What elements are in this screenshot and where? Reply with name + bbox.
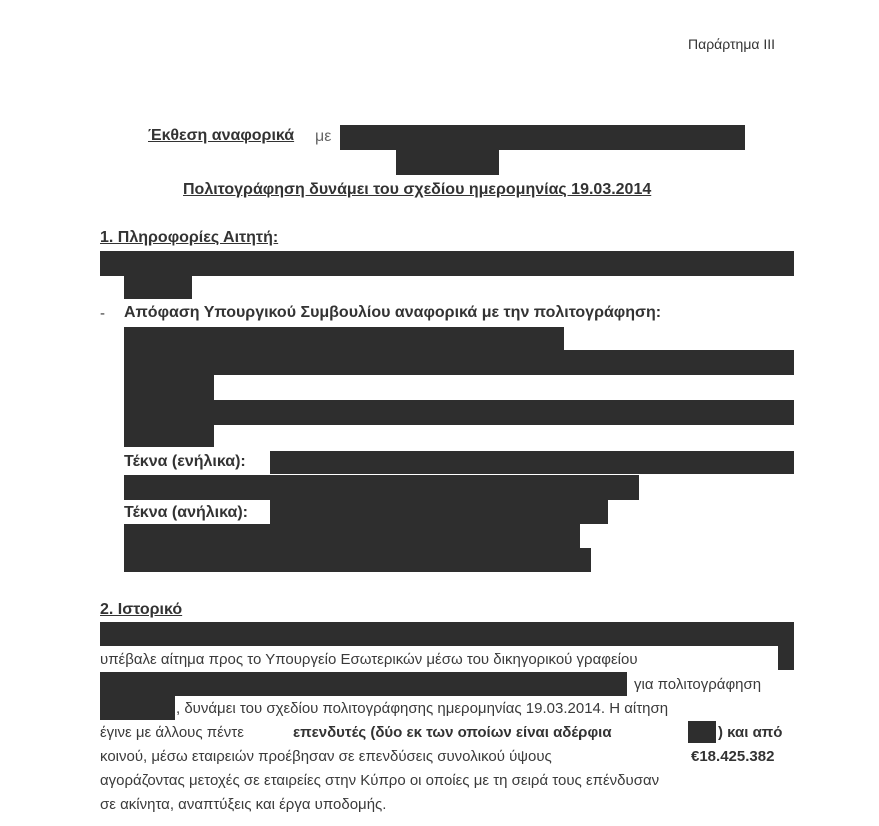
redacted-block [124,327,564,352]
redacted-block [100,622,794,646]
redacted-block [100,251,794,276]
history-line5-b: €18.425.382 [691,748,775,765]
redacted-block [124,524,580,548]
redacted-block [100,696,175,720]
report-subtitle: Πολιτογράφηση δυνάμει του σχεδίου ημερομηνίας 19.03.2014 [183,181,652,198]
bullet-dash: - [100,305,105,322]
redacted-block [124,425,214,447]
redacted-block [688,721,716,743]
history-line1: υπέβαλε αίτημα προς το Υπουργείο Εσωτερικών μέσω του δικηγορικού γραφείου [100,651,638,668]
redacted-block [778,646,794,670]
redacted-block [124,475,639,500]
decision-label: Απόφαση Υπουργικού Συμβουλίου αναφορικά με την πολιτογράφηση: [124,304,662,321]
annex-label: Παράρτημα ΙΙΙ [688,36,776,52]
redacted-block [270,451,794,474]
redacted-block [340,125,745,150]
history-line6: αγοράζοντας μετοχές σε εταιρείες στην Κύπρο οι οποίες με τη σειρά τους επένδυσαν [100,772,660,789]
section2-heading: 2. Ιστορικό [100,601,183,618]
redacted-block [124,276,192,299]
redacted-block [396,150,499,175]
history-line3: , δυνάμει του σχεδίου πολιτογράφησης ημερομηνίας 19.03.2014. Η αίτηση [176,700,669,717]
children-adult-label: Τέκνα (ενήλικα): [124,453,246,470]
history-line4-b: επενδυτές (δύο εκ των οποίων είναι αδέρφια [293,724,612,741]
redacted-block [124,400,794,425]
history-line4-a: έγινε με άλλους πέντε [100,724,244,741]
redacted-block [124,548,591,572]
redacted-block [124,350,794,375]
history-line4-c: ) και από [718,724,783,741]
redacted-block [100,672,627,696]
children-minor-label: Τέκνα (ανήλικα): [124,504,248,521]
report-title-me: με [315,128,332,145]
history-line7: σε ακίνητα, αναπτύξεις και έργα υποδομής. [100,796,387,813]
report-title: Έκθεση αναφορικά [148,127,295,144]
history-line5-a: κοινού, μέσω εταιρειών προέβησαν σε επενδύσεις συνολικού ύψους [100,748,552,765]
history-line2: για πολιτογράφηση [634,676,762,693]
redacted-block [270,500,608,524]
redacted-block [124,375,214,400]
section1-heading: 1. Πληροφορίες Αιτητή: [100,229,279,246]
